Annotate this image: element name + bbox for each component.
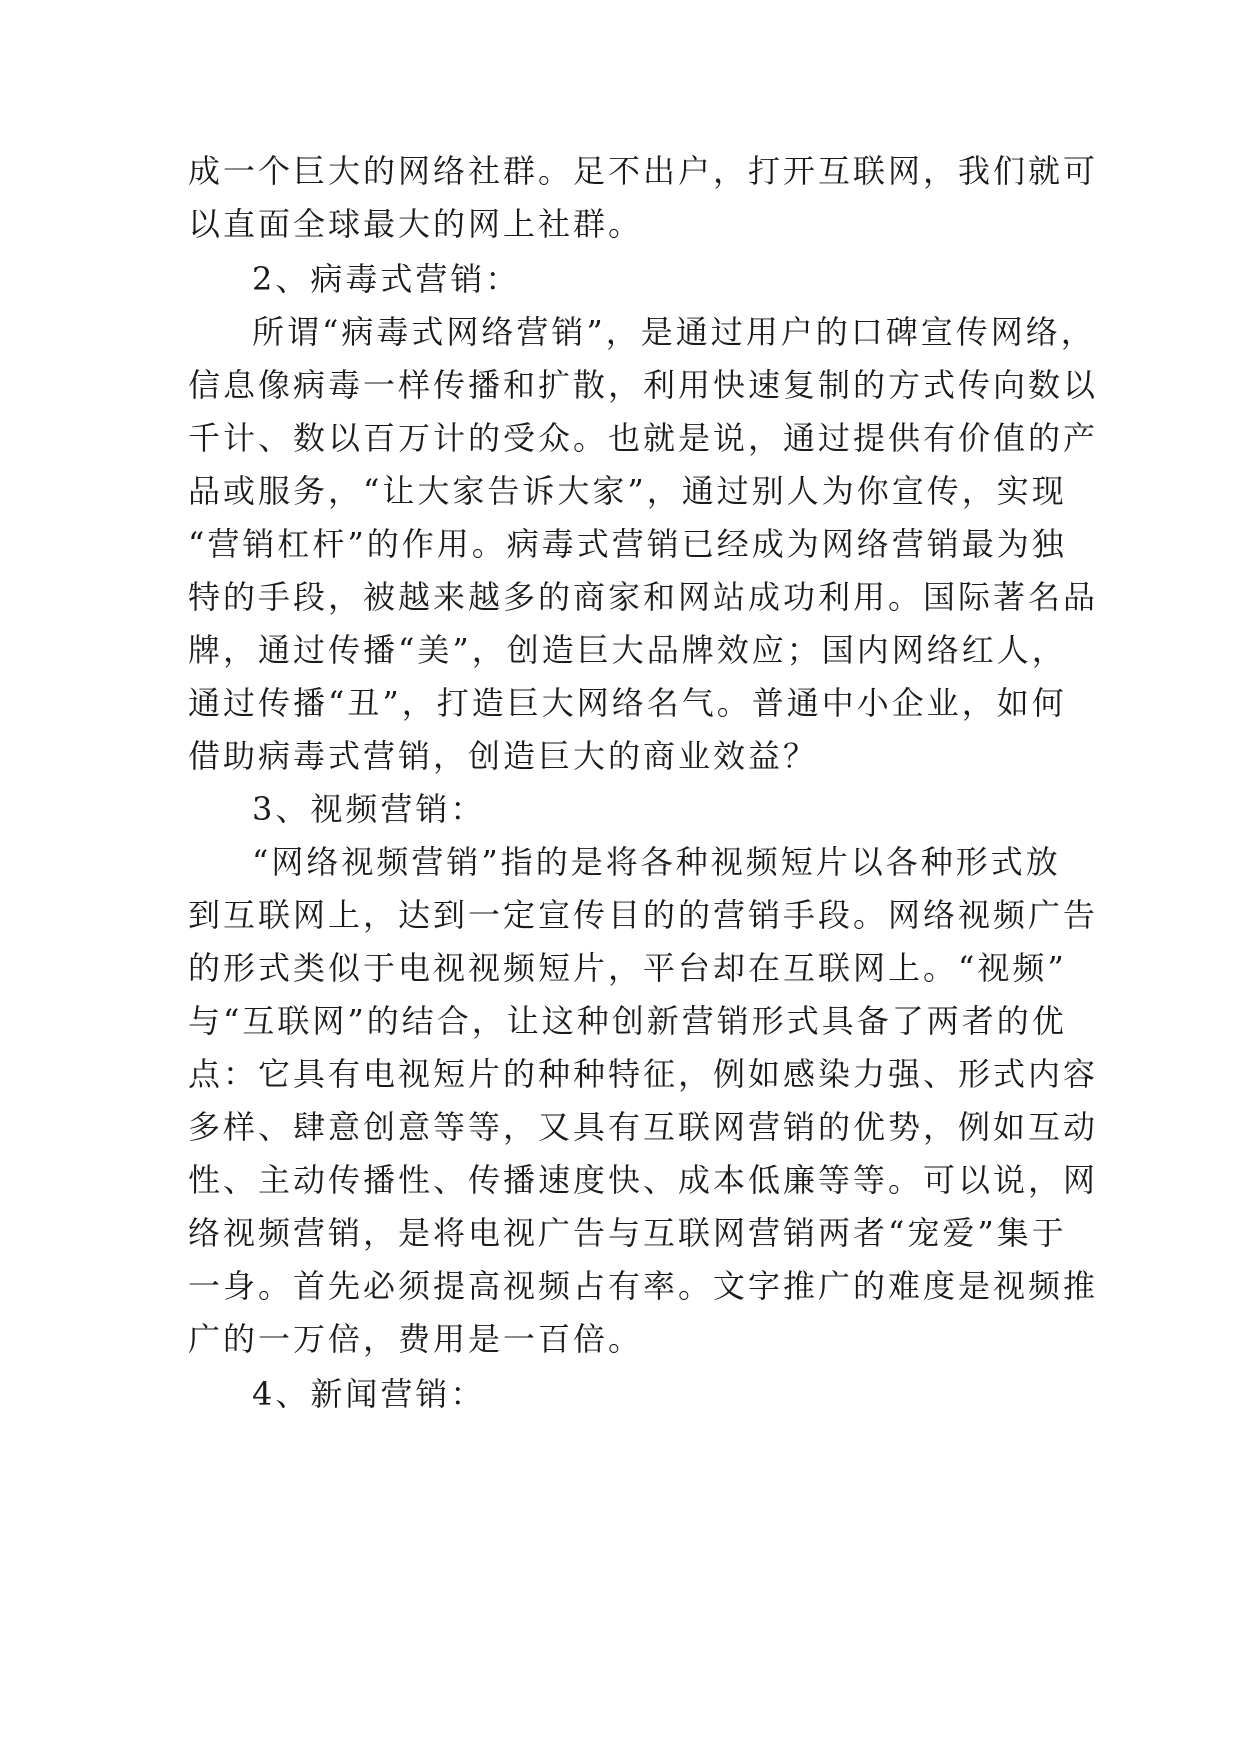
paragraph-line: 到互联网上，达到一定宣传目的的营销手段。网络视频广告	[188, 896, 1099, 934]
paragraph-line: 多样、肆意创意等等，又具有互联网营销的优势，例如互动	[188, 1108, 1099, 1146]
paragraph-line: 通过传播“丑”，打造巨大网络名气。普通中小企业，如何	[188, 684, 1067, 722]
paragraph-line: 所谓“病毒式网络营销”，是通过用户的口碑宣传网络，	[252, 313, 1096, 351]
paragraph-line: 一身。首先必须提高视频占有率。文字推广的难度是视频推	[188, 1267, 1099, 1305]
section-heading-3: 3、视频营销：	[252, 790, 486, 828]
paragraph-line: 以直面全球最大的网上社群。	[188, 205, 644, 243]
paragraph-line: 借助病毒式营销，创造巨大的商业效益？	[188, 737, 819, 775]
paragraph-line: 品或服务，“让大家告诉大家”，通过别人为你宣传，实现	[188, 472, 1067, 510]
paragraph-line: 与“互联网”的结合，让这种创新营销形式具备了两者的优	[188, 1002, 1067, 1040]
paragraph-line: “网络视频营销”指的是将各种视频短片以各种形式放	[252, 843, 1061, 881]
paragraph-line: 信息像病毒一样传播和扩散，利用快速复制的方式传向数以	[188, 366, 1099, 404]
paragraph-line: 千计、数以百万计的受众。也就是说，通过提供有价值的产	[188, 419, 1099, 457]
paragraph-line: 牌，通过传播“美”，创造巨大品牌效应；国内网络红人，	[188, 631, 1067, 669]
section-heading-4: 4、新闻营销：	[252, 1375, 486, 1413]
paragraph-line: 性、主动传播性、传播速度快、成本低廉等等。可以说，网	[188, 1161, 1099, 1199]
paragraph-line: 成一个巨大的网络社群。足不出户，打开互联网，我们就可	[188, 152, 1099, 190]
paragraph-line: 络视频营销，是将电视广告与互联网营销两者“宠爱”集于	[188, 1214, 1067, 1252]
paragraph-line: 点：它具有电视短片的种种特征，例如感染力强、形式内容	[188, 1055, 1099, 1093]
paragraph-line: “营销杠杆”的作用。病毒式营销已经成为网络营销最为独	[188, 525, 1067, 563]
section-heading-2: 2、病毒式营销：	[252, 260, 521, 298]
paragraph-line: 广的一万倍，费用是一百倍。	[188, 1320, 644, 1358]
paragraph-line: 特的手段，被越来越多的商家和网站成功利用。国际著名品	[188, 578, 1099, 616]
paragraph-line: 的形式类似于电视视频短片，平台却在互联网上。“视频”	[188, 949, 1067, 987]
